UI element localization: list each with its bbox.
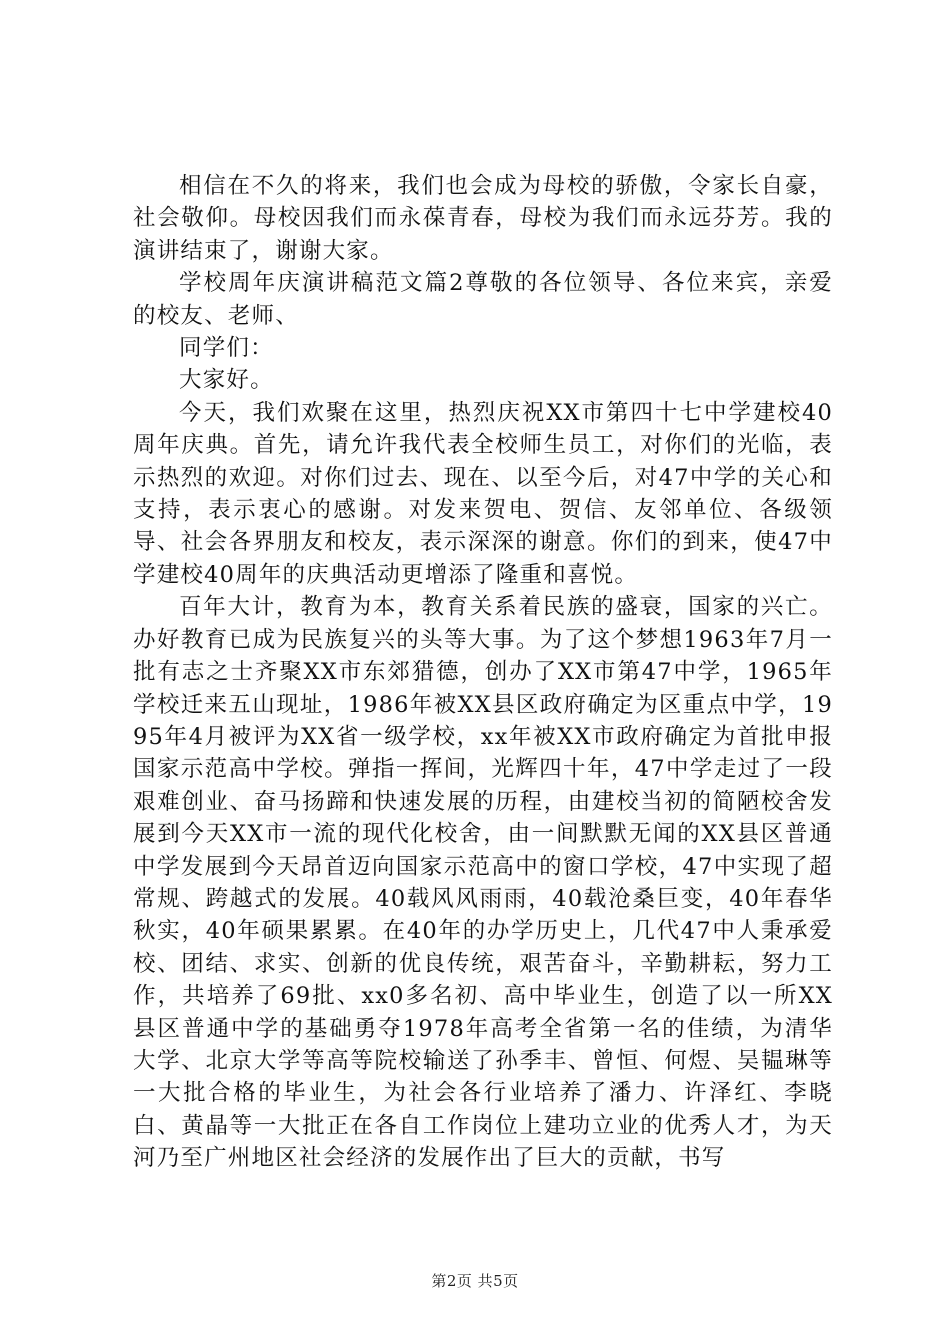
paragraph-title-greeting: 学校周年庆演讲稿范文篇2尊敬的各位领导、各位来宾，亲爱的校友、老师、	[133, 270, 833, 329]
paragraph-history: 百年大计，教育为本，教育关系着民族的盛衰，国家的兴亡。办好教育已成为民族复兴的头等大事。为了这个梦想1963年7月一批有志之士齐聚XX市东郊猎德，创办了XX市第47中学，1965年学校迁来五山现址，1986年被XX县区政府确定为区重点中学，1995年4月被评为XX省一级学校，xx年被XX市政府确定为首批申报国家示范高中学校。弹指一挥间，光辉四十年，47中学走过了一段艰难创业、奋马扬蹄和快速发展的历程，由建校当初的简陋校舍发展到今天XX市一流的现代化校舍，由一间默默无闻的XX县区普通中学发展到今天昂首迈向国家示范高中的窗口学校，47中实现了超常规、跨越式的发展。40载风风雨雨，40载沧桑巨变，40年春华秋实，40年硕果累累。在40年的办学历史上，几代47中人秉承爱校、团结、求实、创新的优良传统，艰苦奋斗，辛勤耕耘，努力工作，共培养了69批、xx0多名初、高中毕业生，创造了以一所XX县区普通中学的基础勇夺1978年高考全省第一名的佳绩，为清华大学、北京大学等高等院校输送了孙季丰、曾恒、何煜、吴韫琳等一大批合格的毕业生，为社会各行业培养了潘力、许泽红、李晓白、黄晶等一大批正在各自工作岗位上建功立业的优秀人才，为天河乃至广州地区社会经济的发展作出了巨大的贡献，书写	[133, 594, 833, 1172]
paragraph-students: 同学们：	[179, 335, 274, 362]
body-text	[133, 170, 833, 1175]
paragraph-hello: 大家好。	[179, 367, 274, 394]
paragraph-welcome: 今天，我们欢聚在这里，热烈庆祝XX市第四十七中学建校40周年庆典。首先，请允许我代表全校师生员工，对你们的光临，表示热烈的欢迎。对你们过去、现在、以至今后，对47中学的关心和支持，表示衷心的感谢。对发来贺电、贺信、友邻单位、各级领导、社会各界朋友和校友，表示深深的谢意。你们的到来，使47中学建校40周年的庆典活动更增添了隆重和喜悦。	[133, 399, 833, 588]
paragraph-closing: 相信在不久的将来，我们也会成为母校的骄傲，令家长自豪，社会敬仰。母校因我们而永葆青春，母校为我们而永远芬芳。我的演讲结束了，谢谢大家。	[133, 173, 833, 264]
page-number-footer: 第2页 共5页	[431, 1272, 519, 1290]
